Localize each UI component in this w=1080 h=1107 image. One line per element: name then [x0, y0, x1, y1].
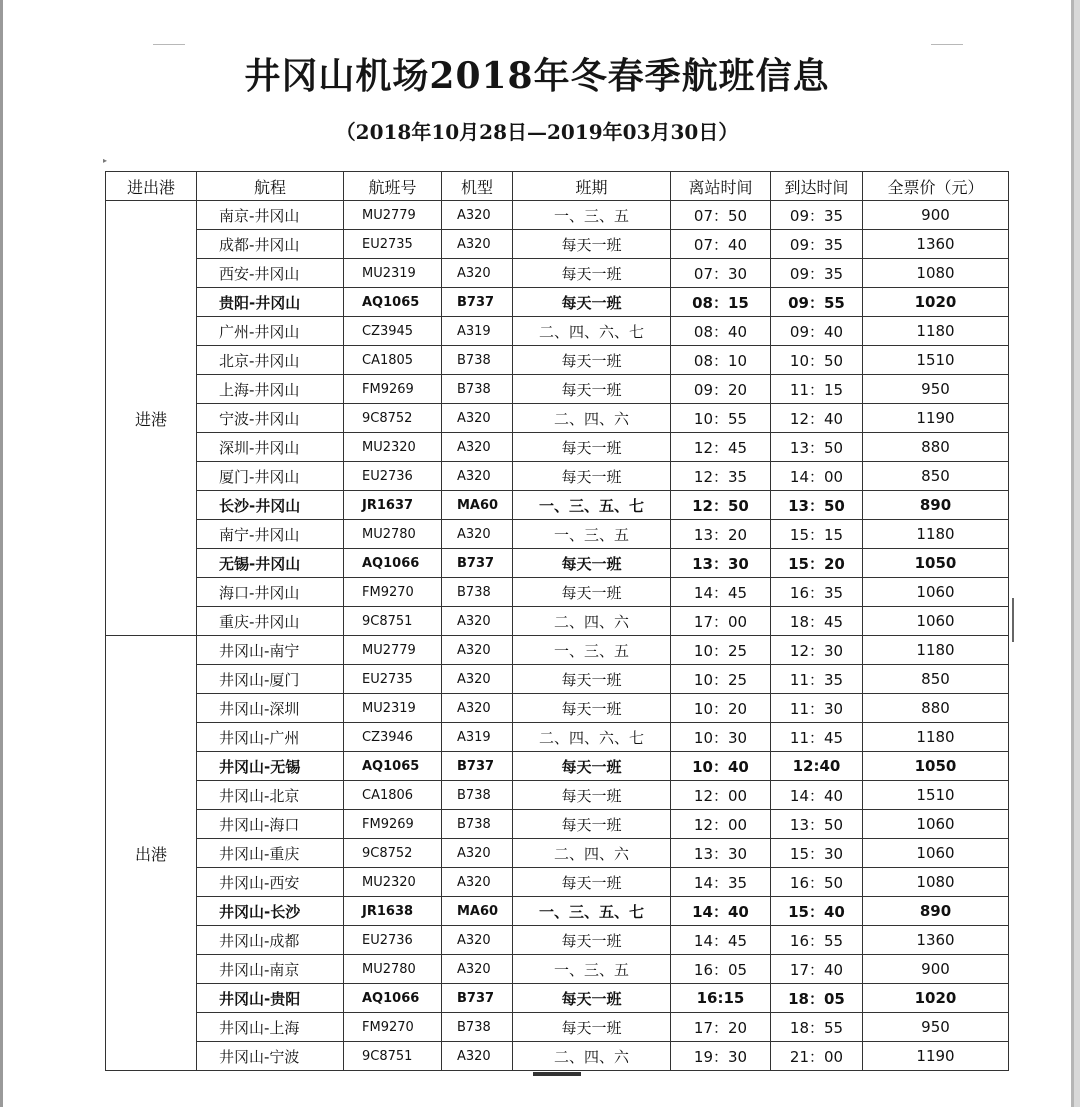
route-cell: 深圳-井冈山 — [197, 433, 344, 462]
schedule-days-cell: 一、三、五 — [513, 201, 671, 230]
departure-time-cell: 10：20 — [671, 694, 771, 723]
aircraft-cell: A320 — [442, 259, 513, 288]
flight-number-cell: JR1637 — [344, 491, 442, 520]
arrival-time-cell: 17：40 — [771, 955, 863, 984]
page-subtitle: （2018年10月28日—2019年03月30日） — [335, 120, 739, 144]
flight-number-cell: FM9269 — [344, 810, 442, 839]
arrival-time-cell: 16：50 — [771, 868, 863, 897]
aircraft-cell: B738 — [442, 375, 513, 404]
arrival-time-cell: 15：30 — [771, 839, 863, 868]
schedule-days-cell: 一、三、五 — [513, 520, 671, 549]
departure-time-cell: 12：00 — [671, 781, 771, 810]
flight-number-cell: EU2736 — [344, 926, 442, 955]
flight-number-cell: MU2319 — [344, 694, 442, 723]
departure-time-cell: 07：40 — [671, 230, 771, 259]
flight-number-cell: 9C8751 — [344, 1042, 442, 1071]
arrival-time-cell: 12：30 — [771, 636, 863, 665]
departure-time-cell: 07：30 — [671, 259, 771, 288]
schedule-days-cell: 每天一班 — [513, 230, 671, 259]
table-row — [106, 201, 1009, 230]
fare-cell: 1020 — [863, 984, 1009, 1013]
aircraft-cell: B738 — [442, 1013, 513, 1042]
schedule-days-cell: 每天一班 — [513, 926, 671, 955]
departure-time-cell: 13：20 — [671, 520, 771, 549]
fare-cell: 880 — [863, 433, 1009, 462]
route-cell: 井冈山-上海 — [197, 1013, 344, 1042]
flight-number-cell: FM9270 — [344, 1013, 442, 1042]
table-row — [106, 404, 1009, 433]
flight-number-cell: JR1638 — [344, 897, 442, 926]
schedule-days-cell: 二、四、六 — [513, 404, 671, 433]
schedule-days-cell: 二、四、六 — [513, 1042, 671, 1071]
flight-number-cell: EU2735 — [344, 230, 442, 259]
fare-cell: 890 — [863, 491, 1009, 520]
fare-cell: 1190 — [863, 1042, 1009, 1071]
departure-time-cell: 08：40 — [671, 317, 771, 346]
aircraft-cell: B737 — [442, 984, 513, 1013]
fare-cell: 1180 — [863, 636, 1009, 665]
flight-number-cell: CZ3946 — [344, 723, 442, 752]
route-cell: 井冈山-宁波 — [197, 1042, 344, 1071]
column-header: 进出港 — [106, 172, 197, 201]
arrival-time-cell: 10：50 — [771, 346, 863, 375]
departure-time-cell: 16:15 — [671, 984, 771, 1013]
aircraft-cell: A320 — [442, 520, 513, 549]
arrival-time-cell: 11：45 — [771, 723, 863, 752]
table-row — [106, 607, 1009, 636]
aircraft-cell: A320 — [442, 636, 513, 665]
flight-number-cell: AQ1066 — [344, 984, 442, 1013]
fare-cell: 900 — [863, 201, 1009, 230]
route-cell: 井冈山-西安 — [197, 868, 344, 897]
flight-number-cell: FM9269 — [344, 375, 442, 404]
arrival-time-cell: 18：05 — [771, 984, 863, 1013]
departure-time-cell: 12：00 — [671, 810, 771, 839]
table-row — [106, 926, 1009, 955]
departure-time-cell: 12：35 — [671, 462, 771, 491]
aircraft-cell: A320 — [442, 955, 513, 984]
schedule-days-cell: 一、三、五 — [513, 955, 671, 984]
arrival-time-cell: 21：00 — [771, 1042, 863, 1071]
fare-cell: 850 — [863, 462, 1009, 491]
aircraft-cell: B738 — [442, 781, 513, 810]
column-header: 离站时间 — [671, 172, 771, 201]
fare-cell: 1180 — [863, 520, 1009, 549]
fare-cell: 1360 — [863, 230, 1009, 259]
arrival-time-cell: 09：35 — [771, 259, 863, 288]
aircraft-cell: A319 — [442, 723, 513, 752]
table-row — [106, 810, 1009, 839]
table-row — [106, 839, 1009, 868]
fare-cell: 850 — [863, 665, 1009, 694]
route-cell: 宁波-井冈山 — [197, 404, 344, 433]
table-body — [106, 201, 1009, 1071]
aircraft-cell: A320 — [442, 404, 513, 433]
route-cell: 北京-井冈山 — [197, 346, 344, 375]
schedule-days-cell: 每天一班 — [513, 549, 671, 578]
departure-time-cell: 10：25 — [671, 636, 771, 665]
direction-group-cell: 出港 — [106, 636, 197, 1071]
departure-time-cell: 07：50 — [671, 201, 771, 230]
route-cell: 井冈山-深圳 — [197, 694, 344, 723]
aircraft-cell: B737 — [442, 288, 513, 317]
schedule-days-cell: 每天一班 — [513, 781, 671, 810]
departure-time-cell: 10：30 — [671, 723, 771, 752]
table-anchor-icon: ▸ — [103, 156, 108, 165]
arrival-time-cell: 12:40 — [771, 752, 863, 781]
departure-time-cell: 12：50 — [671, 491, 771, 520]
route-cell: 厦门-井冈山 — [197, 462, 344, 491]
schedule-days-cell: 一、三、五 — [513, 636, 671, 665]
schedule-days-cell: 一、三、五、七 — [513, 491, 671, 520]
flight-number-cell: CA1805 — [344, 346, 442, 375]
arrival-time-cell: 12：40 — [771, 404, 863, 433]
flight-number-cell: EU2735 — [344, 665, 442, 694]
departure-time-cell: 10：25 — [671, 665, 771, 694]
table-row — [106, 752, 1009, 781]
route-cell: 南京-井冈山 — [197, 201, 344, 230]
table-row — [106, 868, 1009, 897]
departure-time-cell: 10：40 — [671, 752, 771, 781]
column-header: 全票价（元） — [863, 172, 1009, 201]
departure-time-cell: 10：55 — [671, 404, 771, 433]
table-row — [106, 665, 1009, 694]
flight-number-cell: MU2320 — [344, 868, 442, 897]
aircraft-cell: A320 — [442, 839, 513, 868]
schedule-days-cell: 每天一班 — [513, 868, 671, 897]
schedule-days-cell: 二、四、六 — [513, 839, 671, 868]
departure-time-cell: 08：15 — [671, 288, 771, 317]
fare-cell: 950 — [863, 375, 1009, 404]
aircraft-cell: A320 — [442, 1042, 513, 1071]
flight-number-cell: AQ1065 — [344, 752, 442, 781]
fare-cell: 900 — [863, 955, 1009, 984]
arrival-time-cell: 11：15 — [771, 375, 863, 404]
aircraft-cell: A320 — [442, 201, 513, 230]
route-cell: 井冈山-南宁 — [197, 636, 344, 665]
schedule-days-cell: 一、三、五、七 — [513, 897, 671, 926]
fare-cell: 950 — [863, 1013, 1009, 1042]
arrival-time-cell: 18：55 — [771, 1013, 863, 1042]
fare-cell: 1360 — [863, 926, 1009, 955]
table-row — [106, 433, 1009, 462]
table-row — [106, 694, 1009, 723]
flight-number-cell: MU2779 — [344, 201, 442, 230]
flight-number-cell: 9C8752 — [344, 839, 442, 868]
route-cell: 西安-井冈山 — [197, 259, 344, 288]
schedule-days-cell: 每天一班 — [513, 462, 671, 491]
aircraft-cell: B738 — [442, 578, 513, 607]
table-row — [106, 462, 1009, 491]
arrival-time-cell: 09：35 — [771, 230, 863, 259]
fare-cell: 1180 — [863, 317, 1009, 346]
schedule-days-cell: 每天一班 — [513, 259, 671, 288]
flight-number-cell: FM9270 — [344, 578, 442, 607]
arrival-time-cell: 18：45 — [771, 607, 863, 636]
fare-cell: 1190 — [863, 404, 1009, 433]
arrival-time-cell: 16：55 — [771, 926, 863, 955]
route-cell: 重庆-井冈山 — [197, 607, 344, 636]
aircraft-cell: A320 — [442, 230, 513, 259]
departure-time-cell: 14：40 — [671, 897, 771, 926]
aircraft-cell: B737 — [442, 549, 513, 578]
route-cell: 井冈山-成都 — [197, 926, 344, 955]
flight-number-cell: AQ1066 — [344, 549, 442, 578]
departure-time-cell: 14：45 — [671, 926, 771, 955]
fare-cell: 880 — [863, 694, 1009, 723]
fare-cell: 1510 — [863, 781, 1009, 810]
fare-cell: 1510 — [863, 346, 1009, 375]
route-cell: 贵阳-井冈山 — [197, 288, 344, 317]
arrival-time-cell: 09：40 — [771, 317, 863, 346]
table-row — [106, 375, 1009, 404]
flight-number-cell: MU2780 — [344, 955, 442, 984]
departure-time-cell: 12：45 — [671, 433, 771, 462]
flight-number-cell: 9C8751 — [344, 607, 442, 636]
column-header: 航程 — [197, 172, 344, 201]
fare-cell: 1050 — [863, 752, 1009, 781]
route-cell: 井冈山-长沙 — [197, 897, 344, 926]
header-rule-right — [931, 44, 963, 45]
arrival-time-cell: 14：40 — [771, 781, 863, 810]
arrival-time-cell: 15：40 — [771, 897, 863, 926]
arrival-time-cell: 13：50 — [771, 491, 863, 520]
fare-cell: 1080 — [863, 259, 1009, 288]
schedule-days-cell: 每天一班 — [513, 1013, 671, 1042]
schedule-days-cell: 每天一班 — [513, 578, 671, 607]
aircraft-cell: A320 — [442, 665, 513, 694]
schedule-days-cell: 二、四、六 — [513, 607, 671, 636]
departure-time-cell: 13：30 — [671, 839, 771, 868]
route-cell: 成都-井冈山 — [197, 230, 344, 259]
column-header: 班期 — [513, 172, 671, 201]
aircraft-cell: MA60 — [442, 897, 513, 926]
route-cell: 井冈山-海口 — [197, 810, 344, 839]
schedule-days-cell: 二、四、六、七 — [513, 723, 671, 752]
flight-number-cell: CA1806 — [344, 781, 442, 810]
fare-cell: 1060 — [863, 578, 1009, 607]
route-cell: 井冈山-广州 — [197, 723, 344, 752]
direction-group-cell: 进港 — [106, 201, 197, 636]
route-cell: 井冈山-厦门 — [197, 665, 344, 694]
arrival-time-cell: 13：50 — [771, 810, 863, 839]
departure-time-cell: 17：20 — [671, 1013, 771, 1042]
table-row — [106, 781, 1009, 810]
route-cell: 井冈山-贵阳 — [197, 984, 344, 1013]
flight-number-cell: AQ1065 — [344, 288, 442, 317]
departure-time-cell: 13：30 — [671, 549, 771, 578]
schedule-days-cell: 每天一班 — [513, 694, 671, 723]
table-row — [106, 288, 1009, 317]
aircraft-cell: A320 — [442, 462, 513, 491]
route-cell: 井冈山-北京 — [197, 781, 344, 810]
table-row — [106, 317, 1009, 346]
aircraft-cell: B738 — [442, 346, 513, 375]
table-row — [106, 346, 1009, 375]
aircraft-cell: B737 — [442, 752, 513, 781]
fare-cell: 1020 — [863, 288, 1009, 317]
table-row — [106, 636, 1009, 665]
fare-cell: 1050 — [863, 549, 1009, 578]
arrival-time-cell: 13：50 — [771, 433, 863, 462]
arrival-time-cell: 15：20 — [771, 549, 863, 578]
column-header: 到达时间 — [771, 172, 863, 201]
table-row — [106, 491, 1009, 520]
route-cell: 无锡-井冈山 — [197, 549, 344, 578]
departure-time-cell: 14：45 — [671, 578, 771, 607]
aircraft-cell: MA60 — [442, 491, 513, 520]
fare-cell: 1180 — [863, 723, 1009, 752]
aircraft-cell: A320 — [442, 433, 513, 462]
route-cell: 井冈山-无锡 — [197, 752, 344, 781]
route-cell: 长沙-井冈山 — [197, 491, 344, 520]
flight-schedule-table — [105, 171, 1009, 1071]
table-header-row — [106, 172, 1009, 201]
schedule-days-cell: 每天一班 — [513, 810, 671, 839]
arrival-time-cell: 09：55 — [771, 288, 863, 317]
aircraft-cell: A320 — [442, 607, 513, 636]
page-title: 井冈山机场2018年冬春季航班信息 — [244, 55, 830, 97]
schedule-days-cell: 二、四、六、七 — [513, 317, 671, 346]
table-row — [106, 984, 1009, 1013]
arrival-time-cell: 11：30 — [771, 694, 863, 723]
header-rule-left — [153, 44, 185, 45]
route-cell: 南宁-井冈山 — [197, 520, 344, 549]
aircraft-cell: A320 — [442, 694, 513, 723]
schedule-days-cell: 每天一班 — [513, 984, 671, 1013]
route-cell: 井冈山-重庆 — [197, 839, 344, 868]
schedule-days-cell: 每天一班 — [513, 375, 671, 404]
flight-number-cell: MU2320 — [344, 433, 442, 462]
arrival-time-cell: 16：35 — [771, 578, 863, 607]
flight-number-cell: MU2779 — [344, 636, 442, 665]
table-row — [106, 520, 1009, 549]
arrival-time-cell: 15：15 — [771, 520, 863, 549]
column-header: 航班号 — [344, 172, 442, 201]
aircraft-cell: A320 — [442, 926, 513, 955]
page-footer-mark — [533, 1072, 581, 1076]
table-row — [106, 578, 1009, 607]
departure-time-cell: 09：20 — [671, 375, 771, 404]
departure-time-cell: 19：30 — [671, 1042, 771, 1071]
route-cell: 井冈山-南京 — [197, 955, 344, 984]
column-header: 机型 — [442, 172, 513, 201]
schedule-days-cell: 每天一班 — [513, 433, 671, 462]
arrival-time-cell: 14：00 — [771, 462, 863, 491]
departure-time-cell: 17：00 — [671, 607, 771, 636]
fare-cell: 1060 — [863, 810, 1009, 839]
departure-time-cell: 16：05 — [671, 955, 771, 984]
schedule-days-cell: 每天一班 — [513, 346, 671, 375]
table-row — [106, 259, 1009, 288]
aircraft-cell: A319 — [442, 317, 513, 346]
arrival-time-cell: 11：35 — [771, 665, 863, 694]
flight-number-cell: EU2736 — [344, 462, 442, 491]
route-cell: 上海-井冈山 — [197, 375, 344, 404]
departure-time-cell: 14：35 — [671, 868, 771, 897]
fare-cell: 890 — [863, 897, 1009, 926]
schedule-days-cell: 每天一班 — [513, 288, 671, 317]
arrival-time-cell: 09：35 — [771, 201, 863, 230]
table-row — [106, 1042, 1009, 1071]
route-cell: 海口-井冈山 — [197, 578, 344, 607]
table-row — [106, 549, 1009, 578]
fare-cell: 1060 — [863, 839, 1009, 868]
schedule-days-cell: 每天一班 — [513, 665, 671, 694]
flight-number-cell: MU2319 — [344, 259, 442, 288]
flight-number-cell: 9C8752 — [344, 404, 442, 433]
table-row — [106, 955, 1009, 984]
table-row — [106, 897, 1009, 926]
aircraft-cell: A320 — [442, 868, 513, 897]
aircraft-cell: B738 — [442, 810, 513, 839]
departure-time-cell: 08：10 — [671, 346, 771, 375]
table-row — [106, 723, 1009, 752]
flight-number-cell: MU2780 — [344, 520, 442, 549]
table-row — [106, 230, 1009, 259]
fare-cell: 1060 — [863, 607, 1009, 636]
flight-number-cell: CZ3945 — [344, 317, 442, 346]
fare-cell: 1080 — [863, 868, 1009, 897]
table-row — [106, 1013, 1009, 1042]
schedule-days-cell: 每天一班 — [513, 752, 671, 781]
route-cell: 广州-井冈山 — [197, 317, 344, 346]
edge-mark — [1012, 598, 1014, 642]
